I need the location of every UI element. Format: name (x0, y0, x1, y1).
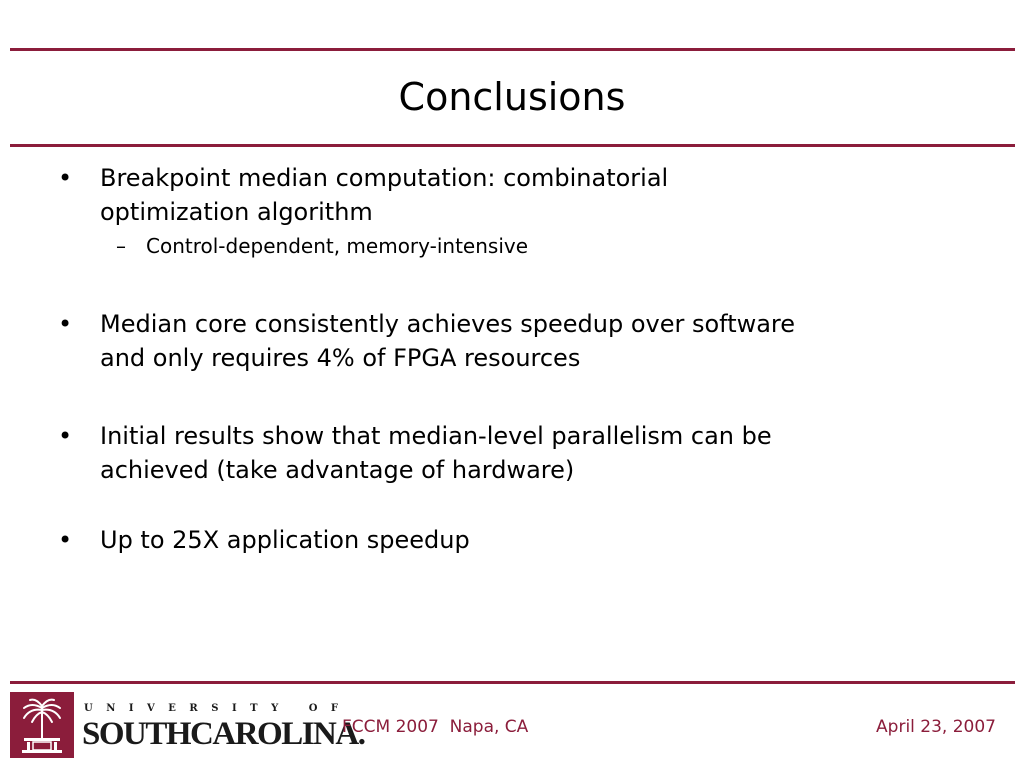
bullet-text-line: Median core consistently achieves speedup over software (100, 310, 796, 338)
bullet-glyph: • (58, 164, 73, 192)
bullet-glyph: • (58, 526, 73, 554)
bullet-glyph: • (58, 310, 73, 338)
bullet-glyph: • (58, 422, 73, 450)
bullet-item (58, 419, 958, 487)
header-top-rule (10, 48, 1015, 51)
bullet-item (58, 523, 958, 557)
sub-bullet-glyph: – (116, 234, 126, 258)
wordmark-top-text: UNIVERSITY OF (84, 703, 352, 714)
bullet-text-line: achieved (take advantage of hardware) (100, 456, 575, 484)
spacer (58, 375, 958, 419)
wordmark-main-text: SOUTHCAROLINA. (82, 716, 365, 752)
header-bottom-rule (10, 144, 1015, 147)
bullet-list (58, 161, 958, 557)
footer-date: April 23, 2007 (876, 717, 996, 737)
bullet-text-line: optimization algorithm (100, 198, 373, 226)
footer-event: FCCM 2007 Napa, CA (342, 717, 529, 737)
sub-bullet-item (58, 231, 958, 261)
slide-title: Conclusions (398, 75, 626, 119)
bullet-item (58, 161, 958, 229)
university-seal-logo (10, 692, 74, 758)
university-wordmark (82, 703, 365, 753)
spacer (58, 261, 958, 307)
bullet-text-line: Initial results show that median-level parallelism can be (100, 422, 772, 450)
sub-bullet-text: Control-dependent, memory-intensive (146, 234, 529, 258)
footer-rule (10, 681, 1015, 684)
spacer (58, 487, 958, 523)
bullet-text-line: Up to 25X application speedup (100, 526, 470, 554)
bullet-text-line: Breakpoint median computation: combinatorial (100, 164, 669, 192)
bullet-item (58, 307, 958, 375)
bullet-text-line: and only requires 4% of FPGA resources (100, 344, 581, 372)
palmetto-tree-icon (10, 692, 74, 758)
